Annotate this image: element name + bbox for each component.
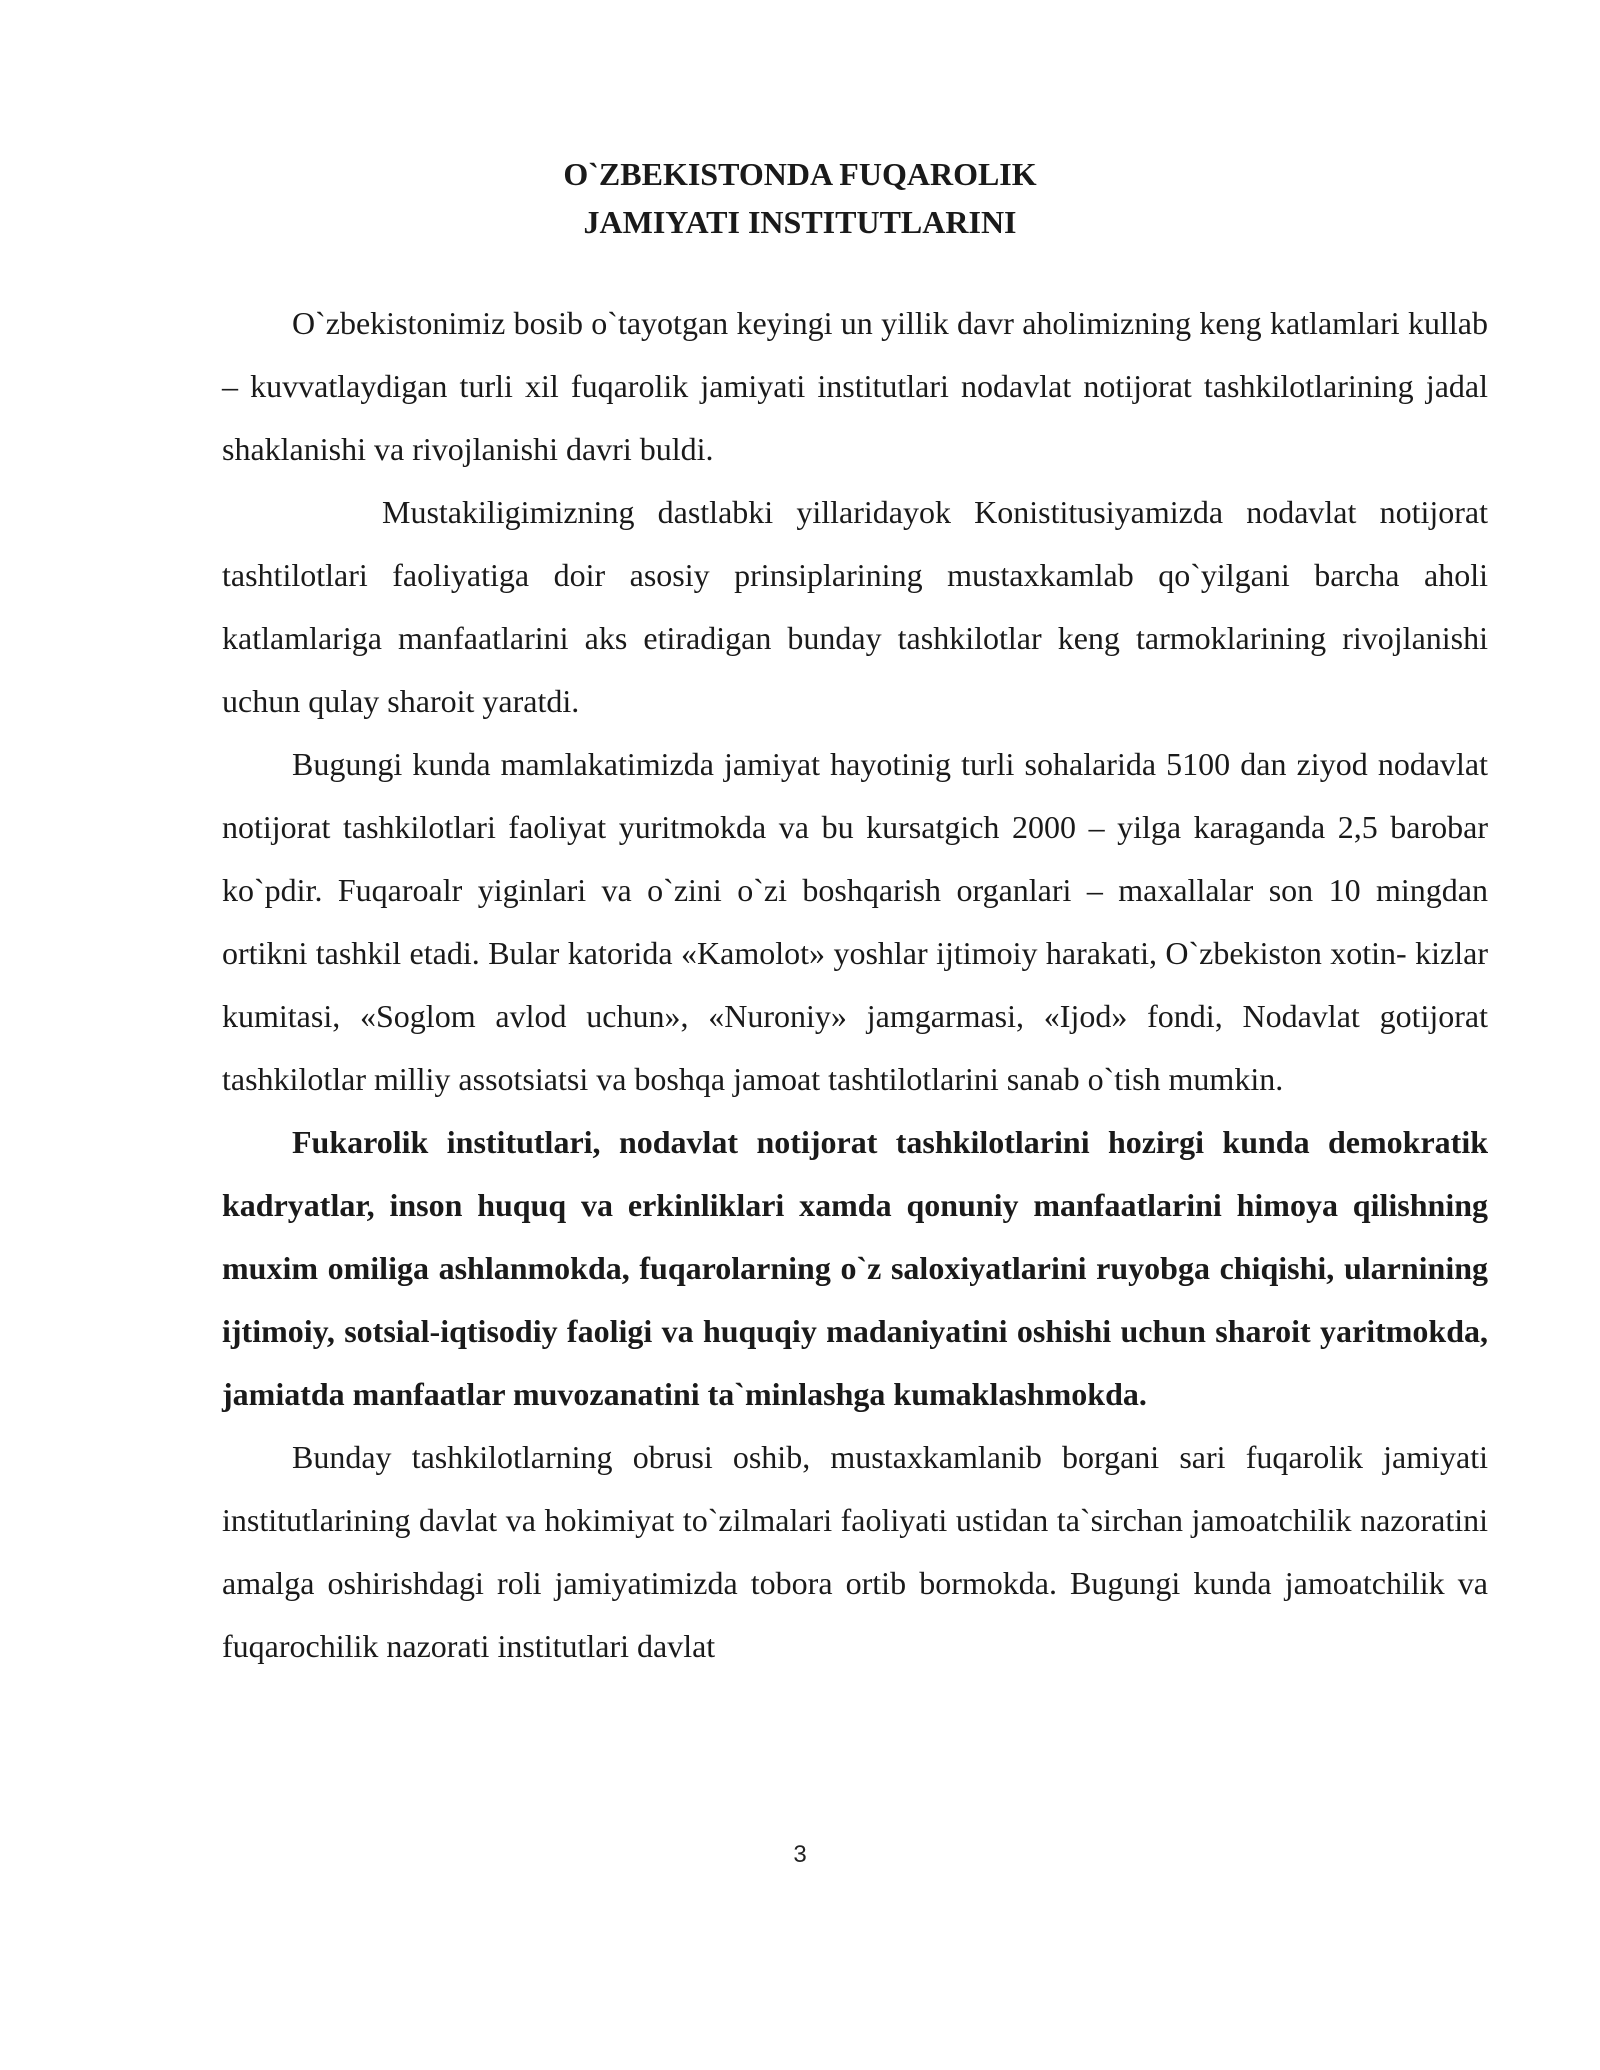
page-number: 3 [793,1841,807,1868]
paragraph-5: Bunday tashkilotlarning obrusi oshib, mustaxkamlanib borgani sari fuqarolik jamiyati institutlarining davlat va hokimiyat to`zilmalari faoliyati ustidan ta`sirchan jamoatchilik nazoratini amalga oshirishdagi roli jamiyatimizda tobora ortib bormokda. Bugungi kunda jamoatchilik va fuqarochilik nazorati institutlari davlat [222,1439,1488,1664]
paragraph-2: Mustakiligimizning dastlabki yillaridayok Konistitusiyamizda nodavlat notijorat tashtilotlari faoliyatiga doir asosiy prinsiplarining mustaxkamlab qo`yilgani barcha aholi katlamlariga manfaatlarini aks etiradigan bunday tashkilotlar keng tarmoklarining rivojlanishi uchun qulay sharoit yaratdi. [222,494,1488,719]
document-title [0,150,1600,246]
title-line-2: JAMIYATI INSTITUTLARINI [583,204,1017,240]
paragraph-3: Bugungi kunda mamlakatimizda jamiyat hayotinig turli sohalarida 5100 dan ziyod nodavlat notijorat tashkilotlari faoliyat yuritmokda va bu kursatgich 2000 – yilga karaganda 2,5 barobar ko`pdir. Fuqaroalr yiginlari va o`zini o`zi boshqarish organlari – maxallalar son 10 mingdan ortikni tashkil etadi. Bular katorida «Kamolot» yoshlar ijtimoiy harakati, O`zbekiston xotin- kizlar kumitasi, «Soglom avlod uchun», «Nuroniy» jamgarmasi, «Ijod» fondi, Nodavlat gotijorat tashkilotlar milliy assotsiatsi va boshqa jamoat tashtilotlarini sanab o`tish mumkin. [222,746,1488,1097]
paragraph-1: O`zbekistonimiz bosib o`tayotgan keyingi un yillik davr aholimizning keng katlamlari kullab – kuvvatlaydigan turli xil fuqarolik jamiyati institutlari nodavlat notijorat tashkilotlarining jadal shaklanishi va rivojlanishi davri buldi. [222,305,1488,467]
title-line-1: O`ZBEKISTONDA FUQAROLIK [563,156,1037,192]
document-body [222,292,1488,1678]
paragraph-4-bold: Fukarolik institutlari, nodavlat notijorat tashkilotlarini hozirgi kunda demokratik kadryatlar, inson huquq va erkinliklari xamda qonuniy manfaatlarini himoya qilishning muxim omiliga ashlanmokda, fuqarolarning o`z saloxiyatlarini ruyobga chiqishi, ularnining ijtimoiy, sotsial-iqtisodiy faoligi va huquqiy madaniyatini oshishi uchun sharoit yaritmokda, jamiatda manfaatlar muvozanatini ta`minlashga kumaklashmokda. [222,1124,1488,1412]
